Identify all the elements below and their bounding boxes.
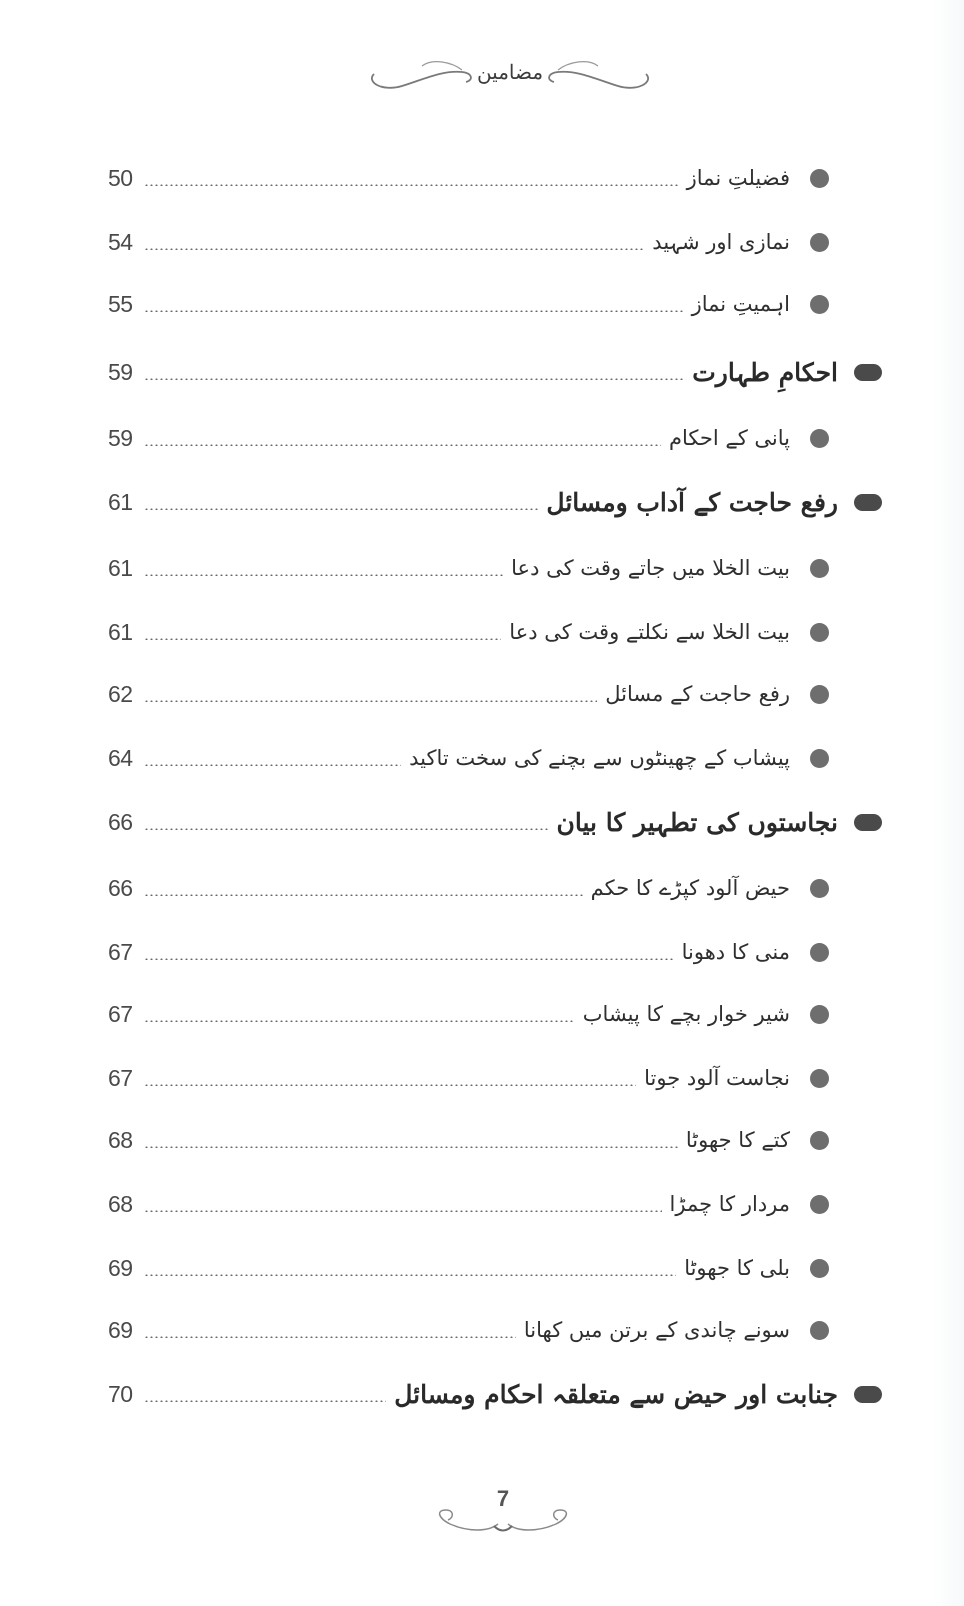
dot-leader (144, 700, 597, 702)
toc-entry-row[interactable] (108, 866, 848, 910)
chapter-bullet-icon (854, 1386, 882, 1403)
bullet-wrapper (790, 623, 848, 642)
toc-entry-row[interactable] (108, 992, 848, 1036)
dot-leader (144, 1084, 636, 1086)
contents-heading: مضامین (476, 60, 544, 84)
toc-entry-row[interactable] (108, 736, 848, 780)
bullet-icon (810, 685, 829, 704)
bullet-wrapper (790, 685, 848, 704)
bullet-wrapper (790, 749, 848, 768)
bullet-wrapper (838, 494, 898, 511)
bullet-wrapper (790, 1005, 848, 1024)
bullet-wrapper (838, 1386, 898, 1403)
bullet-wrapper (790, 1321, 848, 1340)
toc-chapter-row[interactable] (108, 800, 898, 844)
toc-entry-title: رفع حاجت کے آداب ومسائل (546, 487, 838, 517)
bullet-icon (810, 169, 829, 188)
toc-page-number: 68 (108, 1190, 133, 1217)
dot-leader (144, 828, 549, 830)
dot-leader (144, 958, 674, 960)
toc-entry-title: نجاستوں کی تطہیر کا بیان (556, 807, 838, 837)
toc-page-number: 67 (108, 938, 133, 965)
dot-leader (144, 1336, 516, 1338)
bullet-icon (810, 1005, 829, 1024)
bullet-icon (810, 559, 829, 578)
dot-leader (144, 894, 583, 896)
toc-chapter-row[interactable] (108, 480, 898, 524)
toc-entry-title: جنابت اور حیض سے متعلقہ احکام ومسائل (394, 1379, 838, 1409)
toc-entry-title: پانی کے احکام (668, 425, 790, 450)
dot-leader (144, 1400, 386, 1402)
toc-entry-row[interactable] (108, 1056, 848, 1100)
toc-page-number: 66 (108, 874, 133, 901)
toc-page-number: 70 (108, 1380, 133, 1407)
dot-leader (144, 574, 503, 576)
page-header (362, 52, 658, 102)
bullet-icon (810, 749, 829, 768)
dot-leader (144, 248, 644, 250)
toc-entry-title: بیت الخلا سے نکلتے وقت کی دعا (509, 619, 790, 644)
toc-entry-row[interactable] (108, 416, 848, 460)
bullet-wrapper (790, 1131, 848, 1150)
toc-entry-title: نجاست آلود جوتا (644, 1065, 790, 1090)
toc-entry-row[interactable] (108, 672, 848, 716)
toc-entry-row[interactable] (108, 282, 848, 326)
toc-entry-title: حیض آلود کپڑے کا حکم (590, 875, 790, 900)
bullet-wrapper (790, 1259, 848, 1278)
bullet-wrapper (838, 814, 898, 831)
chapter-bullet-icon (854, 494, 882, 511)
toc-page-number: 50 (108, 164, 133, 191)
toc-entry-title: شیر خوار بچے کا پیشاب (582, 1001, 790, 1026)
bullet-icon (810, 1069, 829, 1088)
bullet-icon (810, 623, 829, 642)
toc-page-number: 54 (108, 228, 133, 255)
bullet-wrapper (790, 1069, 848, 1088)
toc-entry-title: اہمیتِ نماز (691, 291, 790, 316)
toc-page-number: 59 (108, 424, 133, 451)
bullet-icon (810, 943, 829, 962)
bullet-icon (810, 1195, 829, 1214)
toc-page-number: 68 (108, 1126, 133, 1153)
toc-page-number: 67 (108, 1064, 133, 1091)
footer-ornament-icon (428, 1502, 578, 1538)
page-number: 7 (496, 1486, 510, 1511)
page-footer (428, 1478, 578, 1538)
bullet-icon (810, 1321, 829, 1340)
dot-leader (144, 508, 538, 510)
toc-page-number: 67 (108, 1000, 133, 1027)
bullet-wrapper (790, 295, 848, 314)
chapter-bullet-icon (854, 814, 882, 831)
toc-page-number: 61 (108, 554, 133, 581)
dot-leader (144, 638, 501, 640)
toc-page-number: 69 (108, 1254, 133, 1281)
toc-chapter-row[interactable] (108, 350, 898, 394)
toc-page-number: 64 (108, 744, 133, 771)
toc-page-number: 59 (108, 358, 133, 385)
toc-entry-title: پیشاب کے چھینٹوں سے بچنے کی سخت تاکید (409, 745, 790, 770)
bullet-wrapper (790, 233, 848, 252)
toc-entry-title: نمازی اور شہید (652, 229, 790, 254)
toc-entry-title: مردار کا چمڑا (669, 1191, 790, 1216)
toc-entry-row[interactable] (108, 930, 848, 974)
toc-chapter-row[interactable] (108, 1372, 898, 1416)
toc-entry-title: فضیلتِ نماز (686, 165, 790, 190)
dot-leader (144, 764, 401, 766)
dot-leader (144, 378, 684, 380)
bullet-icon (810, 429, 829, 448)
toc-entry-row[interactable] (108, 610, 848, 654)
bullet-icon (810, 1131, 829, 1150)
toc-page-number: 62 (108, 680, 133, 707)
dot-leader (144, 1020, 575, 1022)
dot-leader (144, 184, 679, 186)
bullet-wrapper (790, 943, 848, 962)
dot-leader (144, 444, 661, 446)
toc-entry-title: رفع حاجت کے مسائل (605, 681, 790, 706)
toc-page-number: 61 (108, 488, 133, 515)
toc-entry-title: سونے چاندی کے برتن میں کھانا (523, 1317, 790, 1342)
toc-page-number: 61 (108, 618, 133, 645)
toc-entry-title: کتے کا جھوٹا (685, 1127, 790, 1152)
bullet-icon (810, 1259, 829, 1278)
toc-entry-row[interactable] (108, 546, 848, 590)
bullet-wrapper (790, 559, 848, 578)
toc-entry-title: بیت الخلا میں جاتے وقت کی دعا (511, 555, 790, 580)
toc-entry-title: احکامِ طہارت (692, 357, 838, 387)
toc-page-number: 69 (108, 1316, 133, 1343)
bullet-icon (810, 233, 829, 252)
chapter-bullet-icon (854, 364, 882, 381)
toc-entry-title: بلی کا جھوٹا (684, 1255, 790, 1280)
dot-leader (144, 1210, 662, 1212)
bullet-wrapper (790, 169, 848, 188)
toc-page-number: 55 (108, 290, 133, 317)
toc-entry-row[interactable] (108, 1182, 848, 1226)
toc-entry-row[interactable] (108, 1118, 848, 1162)
dot-leader (144, 1274, 676, 1276)
toc-entry-row[interactable] (108, 220, 848, 264)
page-edge-shadow (934, 0, 964, 1606)
toc-page-number: 66 (108, 808, 133, 835)
bullet-icon (810, 295, 829, 314)
dot-leader (144, 1146, 678, 1148)
toc-entry-row[interactable] (108, 1308, 848, 1352)
toc-entry-row[interactable] (108, 156, 848, 200)
bullet-icon (810, 879, 829, 898)
bullet-wrapper (838, 364, 898, 381)
bullet-wrapper (790, 1195, 848, 1214)
toc-entry-title: منی کا دھونا (681, 939, 790, 964)
bullet-wrapper (790, 429, 848, 448)
dot-leader (144, 310, 684, 312)
toc-entry-row[interactable] (108, 1246, 848, 1290)
bullet-wrapper (790, 879, 848, 898)
